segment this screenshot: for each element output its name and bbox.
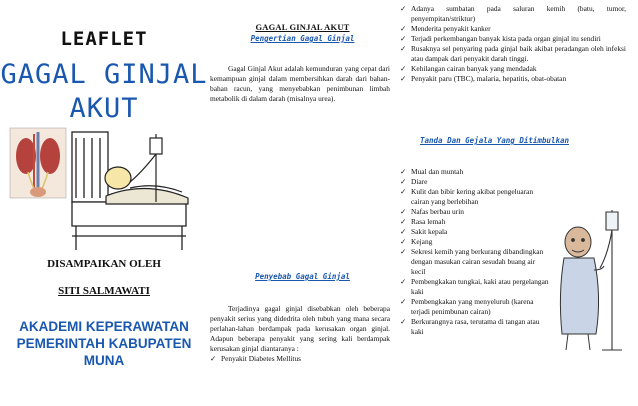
list-item: ✓ Mual dan muntah (400, 167, 550, 177)
cover-title (0, 58, 208, 126)
patient-with-iv-illustration (550, 204, 636, 354)
list-item: ✓ Adanya sumbatan pada saluran kemih (batu, tumor, penyempitan/striktur) (400, 4, 626, 24)
org-line1: AKADEMI KEPERAWATAN (19, 319, 189, 334)
cover-title-line2: AKUT (69, 93, 139, 124)
list-item: ✓ Sakit kepala (400, 227, 550, 237)
symptoms-list (400, 167, 550, 337)
org-line2: PEMERINTAH KABUPATEN (16, 336, 192, 351)
organization-name (0, 318, 208, 369)
author-name: SITI SALMAWATI (58, 285, 150, 297)
symptoms-heading: Tanda Dan Gejala Yang Ditimbulkan (420, 136, 570, 145)
list-item: ✓ Diare (400, 177, 550, 187)
list-item: ✓ Terjadi perkembangan banyak kista pada organ ginjal itu sendiri (400, 34, 626, 44)
list-item: ✓ Pembengkakan tungkai, kaki atau pergelangan kaki (400, 277, 550, 297)
list-item: ✓ Rusaknya sel penyaring pada ginjal baik akibat peradangan oleh infeksi atau dampak dari penyakit darah tinggi. (400, 44, 626, 64)
list-item: ✓ Sekresi kemih yang berkurang dibandingkan dengan masukan cairan sesudah buang air kecil (400, 247, 550, 277)
hospital-bed-kidney-illustration (6, 126, 202, 254)
list-item: ✓ Nafas berbau urin (400, 207, 550, 217)
causes-list (210, 354, 390, 364)
list-item: ✓ Berkurangnya rasa, terutama di tangan atau kaki (400, 317, 550, 337)
list-item: ✓ Kejang (400, 237, 550, 247)
cover-panel (0, 0, 208, 406)
leaflet-label: LEAFLET (60, 28, 148, 50)
causes-heading: Penyebab Gagal Ginjal (255, 272, 350, 281)
cover-title-line1: GAGAL GINJAL (0, 59, 208, 90)
list-item: ✓ Kehilangan cairan banyak yang mendadak (400, 64, 626, 74)
list-item: ✓ Penyakit Diabetes Mellitus (210, 354, 390, 364)
org-line3: MUNA (83, 353, 125, 368)
list-item: ✓ Pembengkakan yang menyeluruh (karena terjadi penimbunan cairan) (400, 297, 550, 317)
list-item: ✓ Penyakit paru (TBC), malaria, hepatitis, obat-obatan (400, 74, 626, 84)
definition-paragraph: Gagal Ginjal Akut adalah kemunduran yang cepat dari kemampuan ginjal dalam membersihkan darah dari bahan-bahan racun, yang menyebabkan penimbunan limbah metabolik di dalam darah (misalnya urea). (210, 64, 390, 103)
list-item: ✓ Rasa lemah (400, 217, 550, 227)
causes-continued-list (400, 4, 626, 84)
list-item: ✓ Kulit dan bibir kering akibat pengeluaran cairan yang berlebihan (400, 187, 550, 207)
section-title: GAGAL GINJAL AKUT (255, 22, 350, 32)
list-item: ✓ Menderita penyakit kanker (400, 24, 626, 34)
symptoms-panel (400, 0, 638, 406)
definition-panel (210, 0, 395, 406)
old-patient-figure (560, 227, 604, 350)
kidney-anatomy-image (10, 128, 66, 198)
definition-heading: Pengertian Gagal Ginjal (250, 34, 355, 43)
patient-figure (105, 167, 188, 204)
causes-paragraph: Terjadinya gagal ginjal disebabkan oleh beberapa penyakit serius yang didedrita oleh tubuh yang mana secara perlahan-lahan berdampak pada kerusakan organ ginjal. Adapun beberapa penyakit yang sering kali berdampak kerusakan ginjal diantaranya : (210, 304, 390, 353)
presented-by-label: DISAMPAIKAN OLEH (47, 258, 161, 270)
